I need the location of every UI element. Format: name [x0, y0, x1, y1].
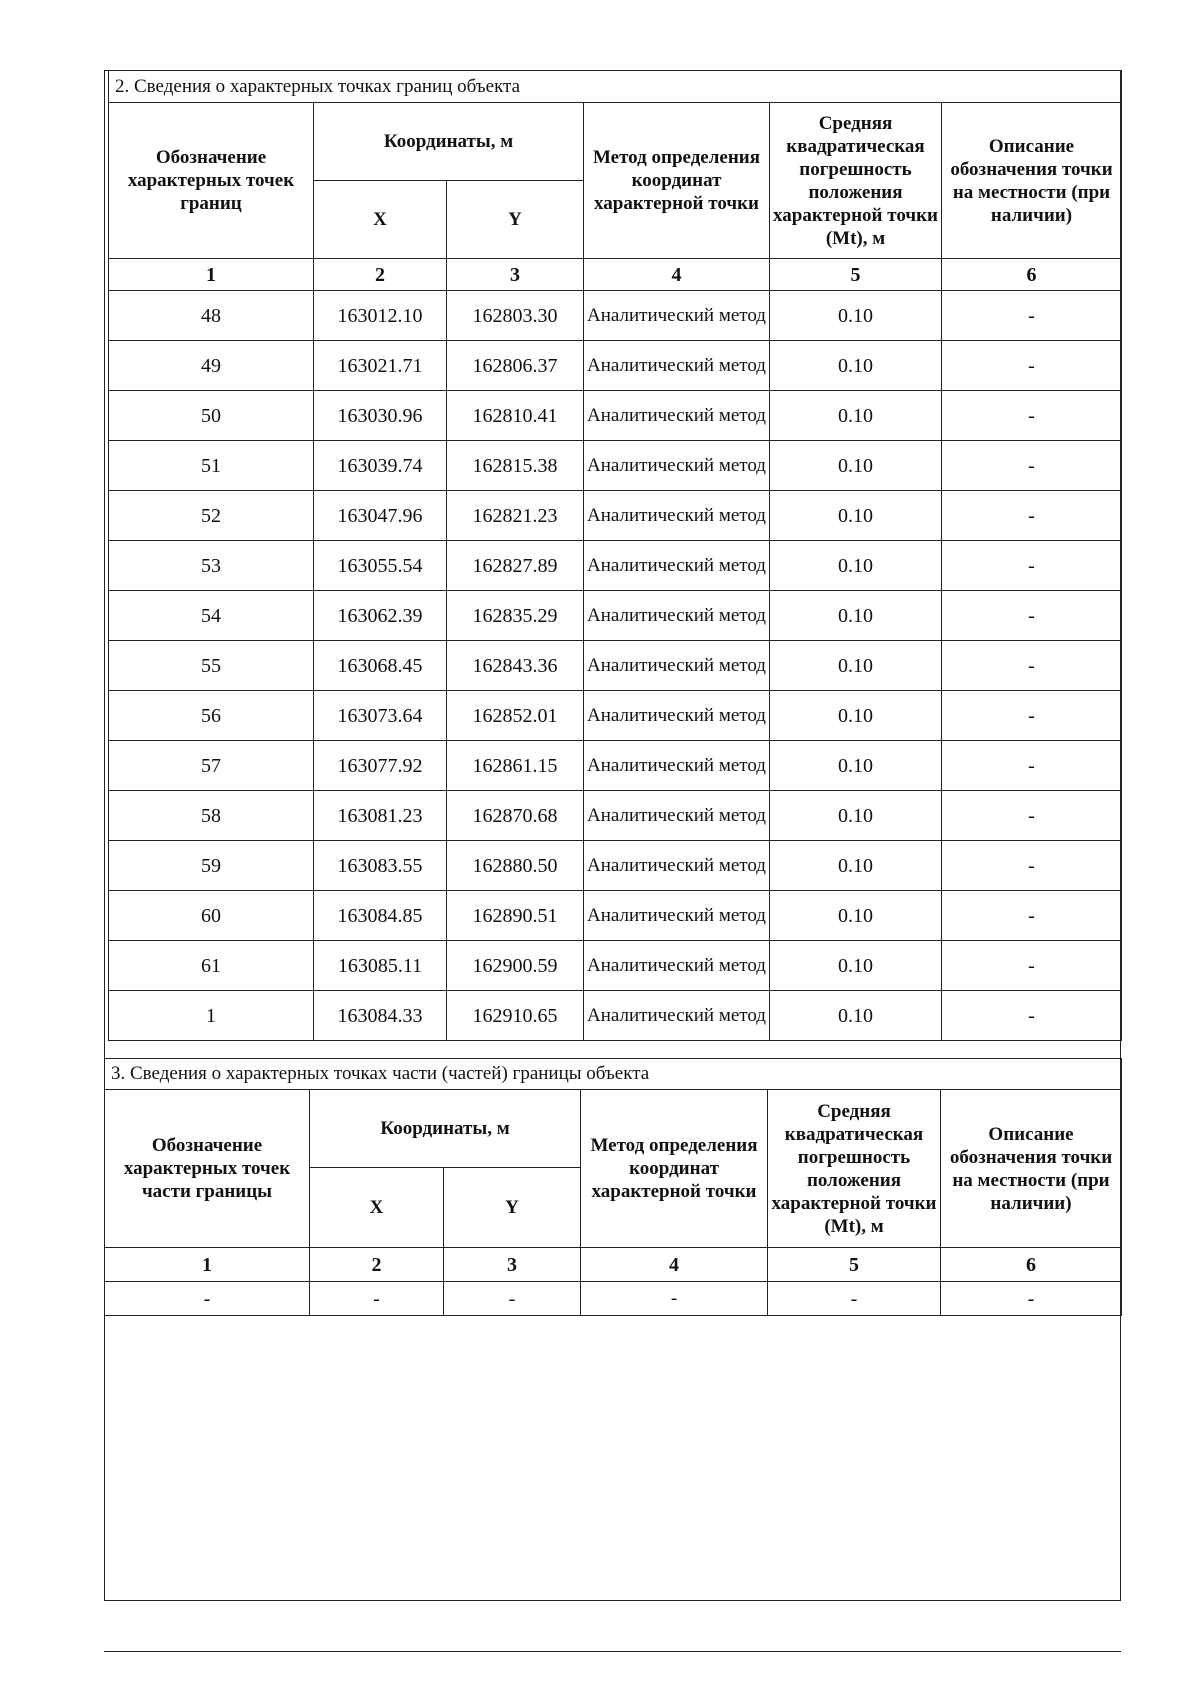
cell-desc: -: [941, 1282, 1122, 1316]
table-row: [109, 691, 1122, 741]
cell-point: 58: [109, 791, 314, 841]
cell-y: 162852.01: [447, 691, 584, 741]
cell-error: 0.10: [770, 441, 942, 491]
cell-method: Аналитический метод: [584, 891, 770, 941]
bottom-rule: [104, 1651, 1121, 1652]
header-coords: Координаты, м: [314, 103, 584, 181]
cell-point: 52: [109, 491, 314, 541]
cell-y: 162835.29: [447, 591, 584, 641]
cell-method: Аналитический метод: [584, 991, 770, 1041]
cell-point: 56: [109, 691, 314, 741]
cell-x: 163021.71: [314, 341, 447, 391]
col-number: 4: [581, 1248, 768, 1282]
cell-desc: -: [942, 391, 1122, 441]
col-number: 6: [941, 1248, 1122, 1282]
cell-point: 51: [109, 441, 314, 491]
cell-method: Аналитический метод: [584, 441, 770, 491]
cell-x: 163062.39: [314, 591, 447, 641]
part-boundary-points-table: [104, 1058, 1122, 1316]
header-point: Обозначение характерных точек части границы: [105, 1090, 310, 1248]
cell-desc: -: [942, 591, 1122, 641]
cell-desc: -: [942, 291, 1122, 341]
cell-desc: -: [942, 691, 1122, 741]
col-number: 3: [447, 259, 584, 291]
cell-error: 0.10: [770, 491, 942, 541]
col-number: 4: [584, 259, 770, 291]
header-coords: Координаты, м: [310, 1090, 581, 1168]
col-number: 1: [105, 1248, 310, 1282]
cell-error: 0.10: [770, 641, 942, 691]
cell-desc: -: [942, 441, 1122, 491]
cell-point: 61: [109, 941, 314, 991]
table-row: [109, 491, 1122, 541]
cell-point: 55: [109, 641, 314, 691]
table-row: [109, 741, 1122, 791]
table-row: [109, 541, 1122, 591]
cell-x: 163084.85: [314, 891, 447, 941]
cell-method: Аналитический метод: [584, 741, 770, 791]
cell-method: Аналитический метод: [584, 291, 770, 341]
cell-point: 53: [109, 541, 314, 591]
cell-method: Аналитический метод: [584, 391, 770, 441]
cell-point: 50: [109, 391, 314, 441]
cell-y: 162870.68: [447, 791, 584, 841]
cell-point: 59: [109, 841, 314, 891]
table-row: [109, 941, 1122, 991]
col-number: 3: [444, 1248, 581, 1282]
cell-method: Аналитический метод: [584, 341, 770, 391]
cell-y: 162827.89: [447, 541, 584, 591]
cell-error: 0.10: [770, 891, 942, 941]
cell-error: -: [768, 1282, 941, 1316]
cell-error: 0.10: [770, 691, 942, 741]
col-number: 2: [310, 1248, 444, 1282]
cell-error: 0.10: [770, 291, 942, 341]
col-number: 6: [942, 259, 1122, 291]
header-y: Y: [447, 181, 584, 259]
cell-method: Аналитический метод: [584, 841, 770, 891]
cell-point: 49: [109, 341, 314, 391]
cell-desc: -: [942, 991, 1122, 1041]
cell-error: 0.10: [770, 991, 942, 1041]
header-method: Метод определения координат характерной точки: [584, 103, 770, 259]
cell-desc: -: [942, 791, 1122, 841]
table-row: [109, 341, 1122, 391]
cell-x: 163084.33: [314, 991, 447, 1041]
table-row: [109, 591, 1122, 641]
col-number: 2: [314, 259, 447, 291]
cell-method: Аналитический метод: [584, 591, 770, 641]
cell-point: 48: [109, 291, 314, 341]
cell-error: 0.10: [770, 591, 942, 641]
cell-x: 163012.10: [314, 291, 447, 341]
cell-y: 162890.51: [447, 891, 584, 941]
cell-y: 162861.15: [447, 741, 584, 791]
cell-x: 163030.96: [314, 391, 447, 441]
cell-x: 163073.64: [314, 691, 447, 741]
cell-error: 0.10: [770, 941, 942, 991]
header-point: Обозначение характерных точек границ: [109, 103, 314, 259]
cell-desc: -: [942, 941, 1122, 991]
section-2-title: 2. Сведения о характерных точках границ объекта: [109, 71, 1122, 103]
cell-error: 0.10: [770, 841, 942, 891]
table-row: [109, 391, 1122, 441]
header-y: Y: [444, 1168, 581, 1248]
cell-y: 162806.37: [447, 341, 584, 391]
cell-method: Аналитический метод: [584, 541, 770, 591]
cell-y: 162843.36: [447, 641, 584, 691]
cell-error: 0.10: [770, 741, 942, 791]
cell-y: 162810.41: [447, 391, 584, 441]
header-desc: Описание обозначения точки на местности (при наличии): [941, 1090, 1122, 1248]
cell-x: 163068.45: [314, 641, 447, 691]
table-row: [109, 791, 1122, 841]
header-desc: Описание обозначения точки на местности (при наличии): [942, 103, 1122, 259]
cell-x: 163085.11: [314, 941, 447, 991]
cell-y: 162803.30: [447, 291, 584, 341]
cell-y: 162910.65: [447, 991, 584, 1041]
cell-desc: -: [942, 891, 1122, 941]
cell-desc: -: [942, 741, 1122, 791]
header-x: X: [310, 1168, 444, 1248]
section-3-title: 3. Сведения о характерных точках части (частей) границы объекта: [105, 1059, 1122, 1090]
cell-x: 163047.96: [314, 491, 447, 541]
cell-error: 0.10: [770, 541, 942, 591]
cell-x: 163083.55: [314, 841, 447, 891]
col-number: 1: [109, 259, 314, 291]
boundary-points-table: [108, 70, 1122, 1041]
cell-x: 163055.54: [314, 541, 447, 591]
table-row: [109, 291, 1122, 341]
header-method: Метод определения координат характерной точки: [581, 1090, 768, 1248]
cell-x: -: [310, 1282, 444, 1316]
cell-desc: -: [942, 841, 1122, 891]
cell-desc: -: [942, 491, 1122, 541]
table-row: [109, 891, 1122, 941]
cell-error: 0.10: [770, 341, 942, 391]
cell-y: 162900.59: [447, 941, 584, 991]
cell-x: 163081.23: [314, 791, 447, 841]
cell-error: 0.10: [770, 391, 942, 441]
cell-method: Аналитический метод: [584, 791, 770, 841]
header-error: Средняя квадратическая погрешность положения характерной точки (Mt), м: [770, 103, 942, 259]
cell-desc: -: [942, 341, 1122, 391]
cell-error: 0.10: [770, 791, 942, 841]
table-row: [105, 1282, 1122, 1316]
col-number: 5: [770, 259, 942, 291]
header-x: X: [314, 181, 447, 259]
cell-point: 1: [109, 991, 314, 1041]
cell-method: Аналитический метод: [584, 641, 770, 691]
col-number: 5: [768, 1248, 941, 1282]
table-row: [109, 641, 1122, 691]
cell-point: 57: [109, 741, 314, 791]
table-row: [109, 841, 1122, 891]
cell-method: -: [581, 1282, 768, 1316]
cell-point: 54: [109, 591, 314, 641]
cell-y: 162815.38: [447, 441, 584, 491]
cell-method: Аналитический метод: [584, 491, 770, 541]
header-error: Средняя квадратическая погрешность положения характерной точки (Mt), м: [768, 1090, 941, 1248]
cell-y: 162821.23: [447, 491, 584, 541]
table-row: [109, 441, 1122, 491]
table-row: [109, 991, 1122, 1041]
cell-desc: -: [942, 541, 1122, 591]
cell-y: -: [444, 1282, 581, 1316]
cell-method: Аналитический метод: [584, 941, 770, 991]
cell-desc: -: [942, 641, 1122, 691]
cell-x: 163077.92: [314, 741, 447, 791]
cell-point: 60: [109, 891, 314, 941]
cell-point: -: [105, 1282, 310, 1316]
cell-y: 162880.50: [447, 841, 584, 891]
cell-method: Аналитический метод: [584, 691, 770, 741]
cell-x: 163039.74: [314, 441, 447, 491]
